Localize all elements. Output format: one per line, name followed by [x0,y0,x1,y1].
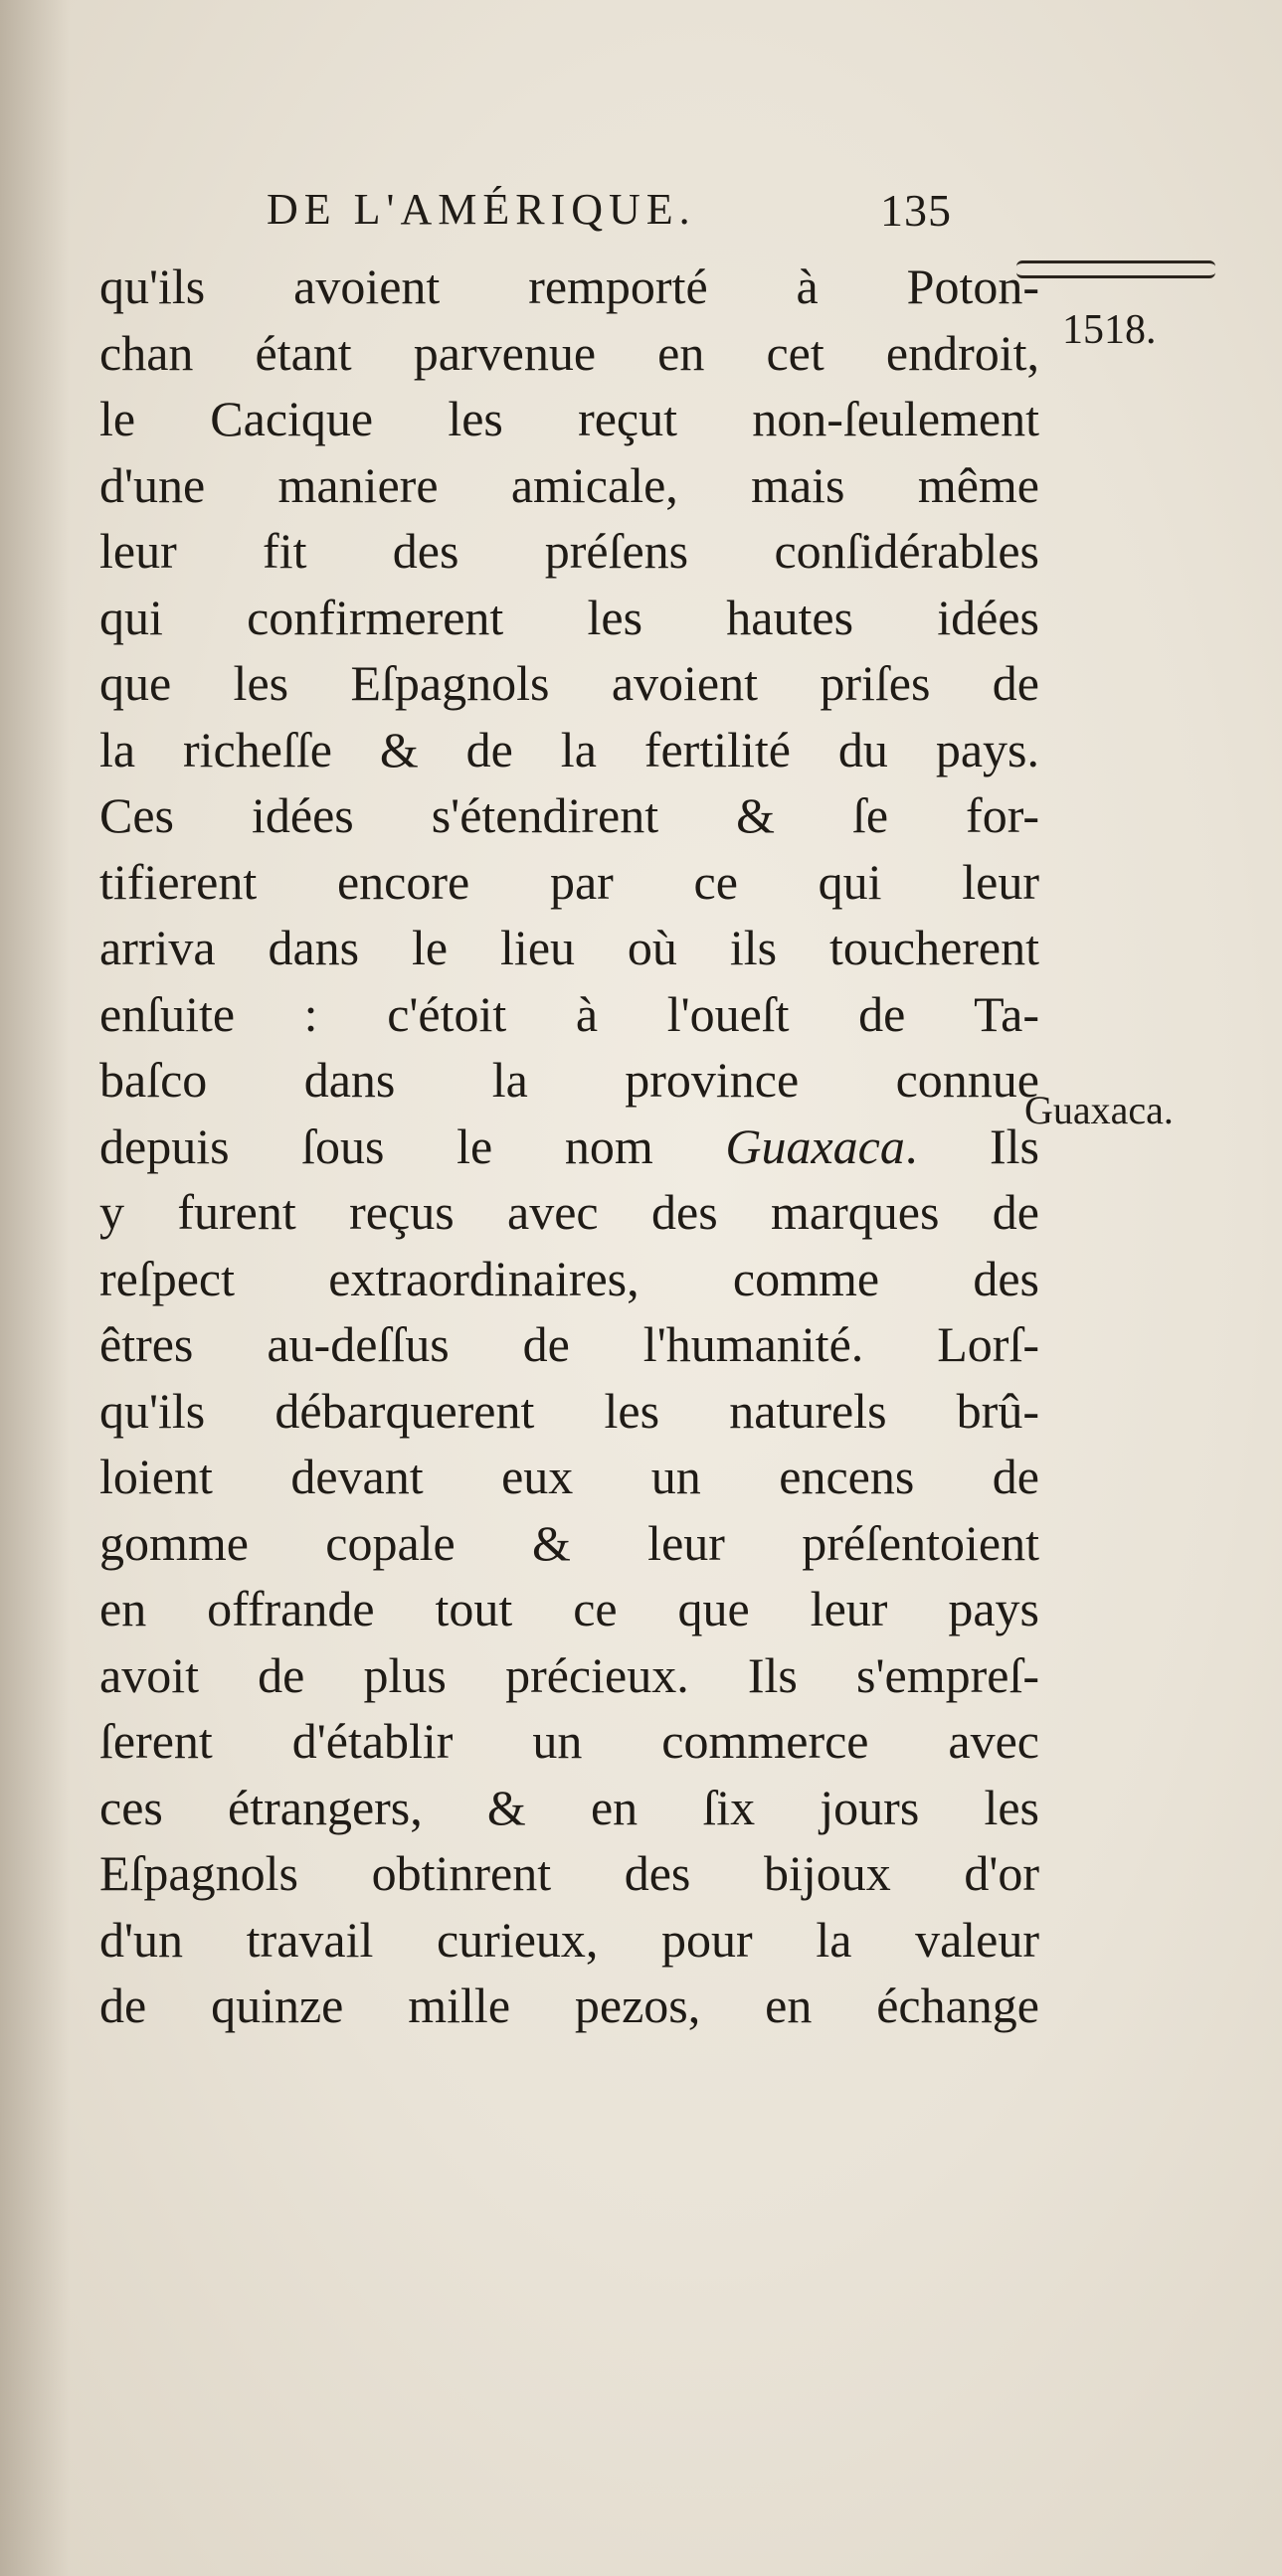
text-line: le Cacique les reçut non-ſeulement [99,391,1039,446]
italic-place-name: Guaxaca [725,1117,905,1174]
text-line: enſuite : c'étoit à l'oueſt de Ta- [99,985,1039,1042]
text-line: baſco dans la province connue [99,1052,1039,1108]
text-line: d'une maniere amicale, mais même [99,456,1039,513]
text-line: leur fit des préſens conſidérables [99,523,1039,579]
text-line: ſerent d'établir un commerce avec [99,1713,1039,1769]
text-line: avoit de plus précieux. Ils s'empreſ- [99,1646,1039,1703]
text-line: en offrande tout ce que leur pays [99,1581,1039,1636]
text-fragment: depuis ſous le nom [99,1117,653,1174]
margin-note-place: Guaxaca. [1024,1088,1174,1132]
text-line: qu'ils débarquerent les naturels brû- [99,1382,1039,1439]
running-head [0,184,1282,244]
text-line: qui confirmerent les hautes idées [99,589,1039,645]
running-head-title: DE L'AMÉRIQUE. [267,185,696,234]
text-line: d'un travail curieux, pour la valeur [99,1911,1039,1968]
text-line: la richeſſe & de la fertilité du pays. [99,721,1039,777]
text-line: reſpect extraordinaires, comme des [99,1250,1039,1306]
text-line: loient devant eux un encens de [99,1449,1039,1504]
margin-rule [1016,260,1215,278]
body-text [99,254,1039,2039]
text-line: y furent reçus avec des marques de [99,1184,1039,1240]
text-line: Eſpagnols obtinrent des bijoux d'or [99,1845,1039,1901]
text-line: êtres au-deſſus de l'humanité. Lorſ- [99,1316,1039,1372]
text-line: de quinze mille pezos, en échange [99,1977,1039,2033]
text-line: chan étant parvenue en cet endroit, [99,324,1039,381]
text-fragment: . Ils [904,1117,1039,1174]
text-line: que les Eſpagnols avoient priſes de [99,655,1039,711]
text-line: arriva dans le lieu où ils toucherent [99,920,1039,975]
page-gutter-shadow [0,0,70,2576]
text-line: tifierent encore par ce qui leur [99,853,1039,910]
text-line-with-italic [99,1114,1039,1180]
text-line: ces étrangers, & en ſix jours les [99,1779,1039,1835]
margin-note-year: 1518. [1062,307,1157,353]
text-line: Ces idées s'étendirent & ſe for- [99,787,1039,843]
text-line: gomme copale & leur préſentoient [99,1514,1039,1571]
page-number: 135 [880,185,952,236]
text-line: qu'ils avoient remporté à Poton- [99,258,1039,314]
